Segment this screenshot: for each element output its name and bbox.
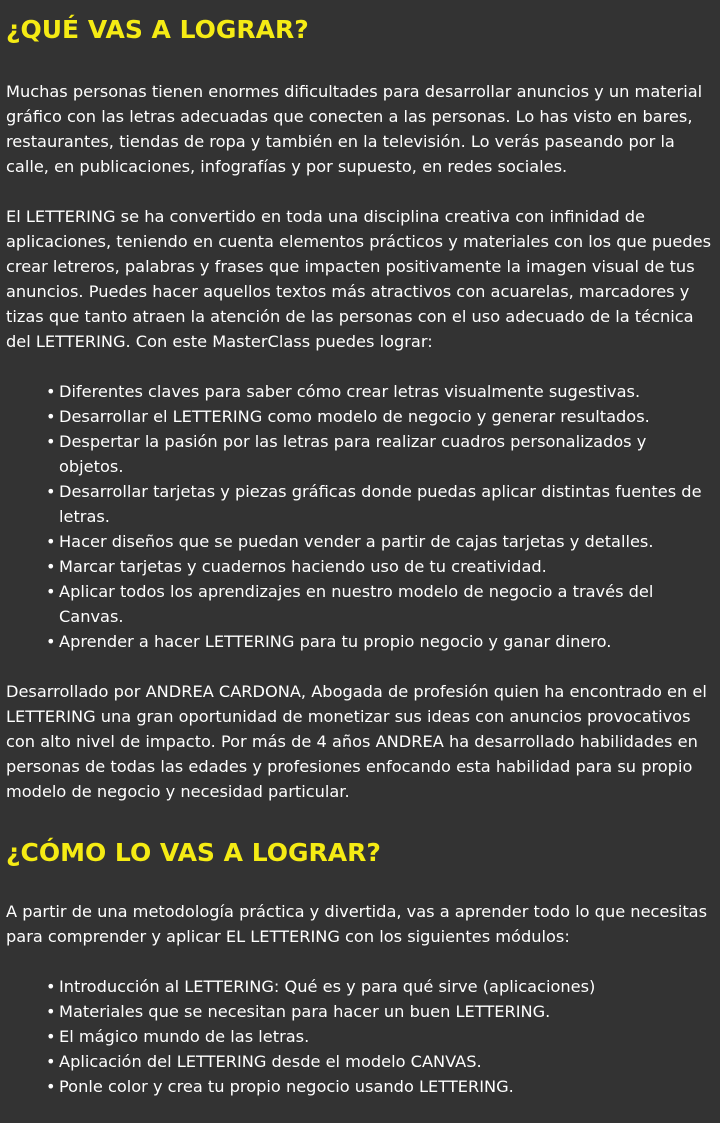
list-item: • Marcar tarjetas y cuadernos haciendo uso de tu creatividad. [46, 554, 714, 579]
list-item: • Hacer diseños que se puedan vender a partir de cajas tarjetas y detalles. [46, 529, 714, 554]
lettering-paragraph: El LETTERING se ha convertido en toda una disciplina creativa con infinidad de aplicaciones, teniendo en cuenta elementos prácticos y materiales con los que puedes crear letreros, palabras y frases que impacten positivamente la imagen visual de tus anuncios. Puedes hacer aquellos textos más atractivos con acuarelas, marcadores y tizas que tanto atraen la atención de las personas con el uso adecuado de la técnica del LETTERING. Con este MasterClass puedes lograr: [6, 207, 712, 351]
list-item: • El mágico mundo de las letras. [46, 1024, 714, 1049]
list-item: • Aprender a hacer LETTERING para tu propio negocio y ganar dinero. [46, 629, 714, 654]
author-paragraph: Desarrollado por ANDREA CARDONA, Abogada de profesión quien ha encontrado en el LETTERING una gran oportunidad de monetizar sus ideas con anuncios provocativos con alto nivel de impacto. Por más de 4 años ANDREA ha desarrollado habilidades en personas de todas las edades y profesiones enfocando esta habilidad para su propio modelo de negocio y necesidad particular. [6, 682, 707, 801]
section-heading-que-vas-a-lograr: ¿QUÉ VAS A LOGRAR? [6, 15, 309, 44]
list-item: • Despertar la pasión por las letras para realizar cuadros personalizados y objetos. [46, 429, 714, 479]
list-item: • Desarrollar el LETTERING como modelo de negocio y generar resultados. [46, 404, 714, 429]
list-item: • Ponle color y crea tu propio negocio usando LETTERING. [46, 1074, 714, 1099]
section-heading-como-lo-vas-a-lograr: ¿CÓMO LO VAS A LOGRAR? [6, 838, 381, 867]
list-item: • Desarrollar tarjetas y piezas gráficas donde puedas aplicar distintas fuentes de letras. [46, 479, 714, 529]
methodology-paragraph: A partir de una metodología práctica y divertida, vas a aprender todo lo que necesitas para comprender y aplicar EL LETTERING con los siguientes módulos: [6, 902, 708, 946]
list-item: • Aplicar todos los aprendizajes en nuestro modelo de negocio a través del Canvas. [46, 579, 714, 629]
benefits-list [6, 379, 714, 654]
list-item: • Aplicación del LETTERING desde el modelo CANVAS. [46, 1049, 714, 1074]
intro-paragraph: Muchas personas tienen enormes dificultades para desarrollar anuncios y un material gráfico con las letras adecuadas que conecten a las personas. Lo has visto en bares, restaurantes, tiendas de ropa y también en la televisión. Lo verás paseando por la calle, en publicaciones, infografías y por supuesto, en redes sociales. [6, 82, 703, 176]
list-item: • Materiales que se necesitan para hacer un buen LETTERING. [46, 999, 714, 1024]
list-item: • Introducción al LETTERING: Qué es y para qué sirve (aplicaciones) [46, 974, 714, 999]
list-item: • Diferentes claves para saber cómo crear letras visualmente sugestivas. [46, 379, 714, 404]
modules-list [6, 974, 714, 1099]
